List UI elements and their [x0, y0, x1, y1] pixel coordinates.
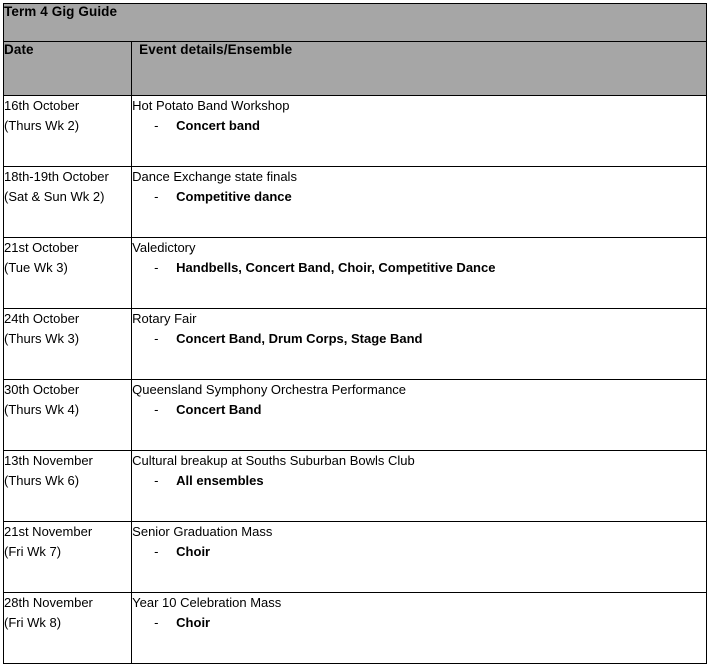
event-date: 24th October	[4, 311, 80, 326]
bullet-dash-marker: -	[154, 189, 159, 204]
event-name: Rotary Fair	[132, 311, 197, 326]
cell-event-details	[132, 96, 707, 167]
event-name: Senior Graduation Mass	[132, 524, 273, 539]
ensemble-bullet-line	[132, 613, 706, 633]
table-row	[4, 309, 707, 380]
table-row	[4, 451, 707, 522]
ensemble-bullet-line	[132, 116, 706, 136]
cell-date	[4, 167, 132, 238]
event-name: Valedictory	[132, 240, 196, 255]
event-date: 30th October	[4, 382, 80, 397]
cell-event-details	[132, 451, 707, 522]
ensemble-bullet-line	[132, 400, 706, 420]
event-name: Cultural breakup at Souths Suburban Bowls Club	[132, 453, 415, 468]
table-row	[4, 96, 707, 167]
event-name: Hot Potato Band Workshop	[132, 98, 290, 113]
cell-event-details	[132, 593, 707, 664]
ensemble-name: Concert band	[176, 118, 260, 133]
cell-event-details	[132, 309, 707, 380]
bullet-dash-marker: -	[154, 118, 159, 133]
event-date: 28th November	[4, 595, 93, 610]
table-row	[4, 380, 707, 451]
event-date: 18th-19th October	[4, 169, 109, 184]
event-date-note: (Sat & Sun Wk 2)	[4, 189, 105, 204]
cell-date	[4, 451, 132, 522]
ensemble-bullet-line	[132, 329, 706, 349]
bullet-dash-marker: -	[154, 402, 159, 417]
cell-date	[4, 96, 132, 167]
ensemble-bullet-line	[132, 471, 706, 491]
cell-event-details	[132, 522, 707, 593]
bullet-dash-marker: -	[154, 473, 159, 488]
bullet-dash-marker: -	[154, 544, 159, 559]
bullet-dash-marker: -	[154, 260, 159, 275]
table-data-rows	[4, 96, 707, 664]
ensemble-bullet-line	[132, 258, 706, 278]
ensemble-bullet-line	[132, 542, 706, 562]
table-header-row	[4, 42, 707, 96]
cell-event-details	[132, 167, 707, 238]
cell-event-details	[132, 238, 707, 309]
table-body	[4, 4, 707, 96]
event-date-note: (Fri Wk 7)	[4, 544, 62, 559]
table-row	[4, 238, 707, 309]
event-name: Queensland Symphony Orchestra Performance	[132, 382, 407, 397]
ensemble-name: Competitive dance	[176, 189, 292, 204]
event-name: Year 10 Celebration Mass	[132, 595, 282, 610]
ensemble-name: All ensembles	[176, 473, 264, 488]
event-date-note: (Thurs Wk 3)	[4, 331, 80, 346]
table-row	[4, 522, 707, 593]
table-title-row	[4, 4, 707, 42]
ensemble-name: Concert Band, Drum Corps, Stage Band	[176, 331, 423, 346]
bullet-dash-marker: -	[154, 331, 159, 346]
event-date: 13th November	[4, 453, 93, 468]
bullet-dash-marker: -	[154, 615, 159, 630]
ensemble-name: Choir	[176, 615, 211, 630]
event-date-note: (Thurs Wk 6)	[4, 473, 80, 488]
ensemble-name: Choir	[176, 544, 211, 559]
cell-date	[4, 593, 132, 664]
event-date-note: (Fri Wk 8)	[4, 615, 62, 630]
table-row	[4, 167, 707, 238]
table-row	[4, 593, 707, 664]
ensemble-name: Concert Band	[176, 402, 262, 417]
column-header-event-details: Event details/Ensemble	[132, 42, 707, 96]
cell-date	[4, 380, 132, 451]
gig-guide-table	[3, 3, 707, 664]
document-title: Term 4 Gig Guide	[4, 4, 707, 42]
event-date: 21st October	[4, 240, 79, 255]
ensemble-bullet-line	[132, 187, 706, 207]
cell-date	[4, 238, 132, 309]
cell-date	[4, 309, 132, 380]
event-date-note: (Thurs Wk 2)	[4, 118, 80, 133]
ensemble-name: Handbells, Concert Band, Choir, Competitive Dance	[176, 260, 496, 275]
cell-event-details	[132, 380, 707, 451]
event-name: Dance Exchange state finals	[132, 169, 297, 184]
cell-date	[4, 522, 132, 593]
event-date-note: (Thurs Wk 4)	[4, 402, 80, 417]
event-date: 21st November	[4, 524, 93, 539]
event-date-note: (Tue Wk 3)	[4, 260, 68, 275]
column-header-date: Date	[4, 42, 132, 96]
event-date: 16th October	[4, 98, 80, 113]
